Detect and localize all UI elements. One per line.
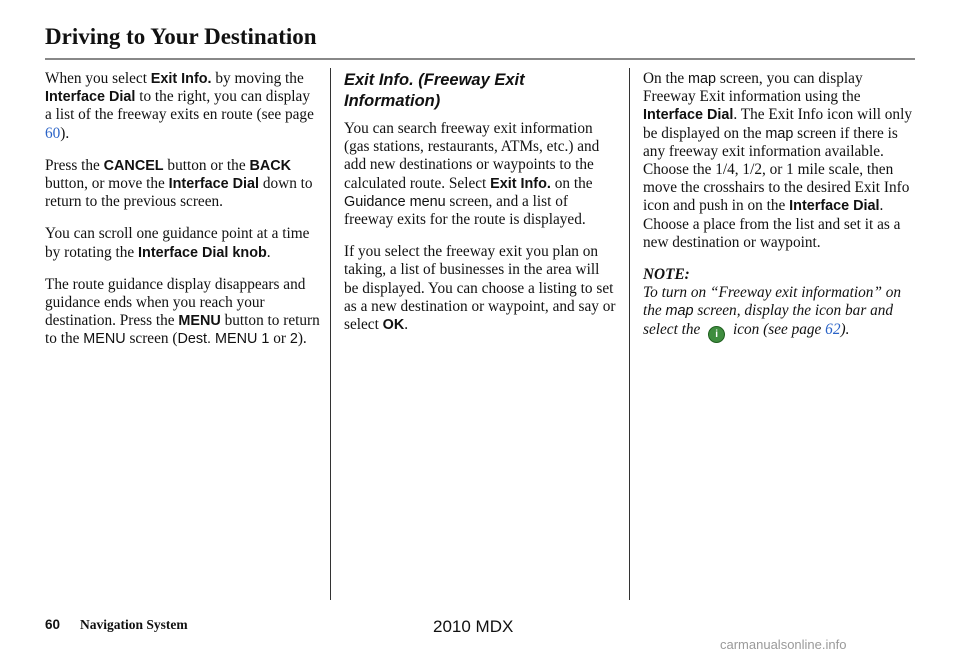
footer-page-number: 60 (45, 617, 61, 632)
term-cancel: CANCEL (103, 157, 164, 174)
term-map: map (688, 71, 717, 87)
term-ok: OK (382, 317, 405, 334)
paragraph-map-screen: On the map screen, you can display Freeway Exit information using the Interface Dial. The Exit Info icon will only be displayed on the map screen if there is any freeway exit information available. Choose the 1/4, 1/2, or 1 mile scale, then move the crosshairs to the desired Exit Info icon and push in on the Interface Dial. Choose a place from the list and set it as a new destination or waypoint. (643, 70, 912, 251)
term-dest-menu-1: Dest. MENU 1 (177, 331, 270, 348)
term-interface-dial: Interface Dial (789, 198, 880, 215)
page-link-62[interactable]: 62 (825, 320, 841, 338)
section-heading-exit-info: Exit Info. (Freeway Exit Information) (344, 71, 525, 110)
footer-label: Navigation System (80, 617, 188, 632)
term-map: map (665, 303, 694, 320)
paragraph-cancel-back: Press the CANCEL button or the BACK button, or move the Interface Dial down to return to the previous screen. (45, 156, 313, 211)
term-interface-dial-knob: Interface Dial knob (138, 244, 267, 261)
note-text: To turn on “Freeway exit information” on the map screen, display the icon bar and select the i icon (see page 62). (643, 284, 915, 342)
info-icon: i (708, 326, 725, 343)
term-map: map (765, 125, 794, 142)
title-rule (45, 58, 915, 60)
term-exit-info: Exit Info. (150, 71, 212, 87)
column-2 (344, 70, 616, 348)
column-3 (643, 70, 915, 357)
column-divider-2 (629, 68, 630, 600)
term-interface-dial: Interface Dial (168, 176, 260, 193)
column-1 (45, 70, 320, 363)
page-title: Driving to Your Destination (45, 24, 317, 49)
paragraph-scroll: You can scroll one guidance point at a time by rotating the Interface Dial knob. (45, 225, 310, 261)
term-menu: MENU (178, 313, 221, 330)
term-back: BACK (249, 157, 292, 174)
note-label: NOTE: (643, 266, 690, 284)
term-exit-info: Exit Info. (490, 175, 551, 192)
term-dest-menu-2: 2 (289, 331, 298, 348)
paragraph-select-exit: If you select the freeway exit you plan on taking, a list of businesses in the area will be displayed. You can choose a listing to set as a new destination or waypoint, and say or select OK. (344, 243, 616, 334)
paragraph-guidance-ends: The route guidance display disappears and guidance ends when you reach your destination. Press the MENU button to return to the MENU screen (Dest. MENU 1 or 2). (45, 275, 320, 348)
column-divider-1 (330, 68, 331, 600)
watermark: carmanualsonline.info (720, 637, 847, 652)
term-menu-screen: MENU (83, 331, 126, 348)
paragraph-exit-info-select: When you select Exit Info. by moving the Interface Dial to the right, you can display a list of the freeway exits en route (see page 60). (45, 70, 314, 142)
term-interface-dial: Interface Dial (643, 107, 734, 124)
paragraph-search-exit-info: You can search freeway exit information (gas stations, restaurants, ATMs, etc.) and add new destinations or waypoints to the calculated route. Select Exit Info. on the Guidance menu screen, and a list of freeway exits for the route is displayed. (344, 120, 600, 229)
footer-model: 2010 MDX (433, 617, 514, 636)
term-guidance-menu: Guidance menu (344, 193, 446, 210)
term-interface-dial: Interface Dial (45, 89, 136, 106)
page-link-60[interactable]: 60 (45, 124, 61, 142)
